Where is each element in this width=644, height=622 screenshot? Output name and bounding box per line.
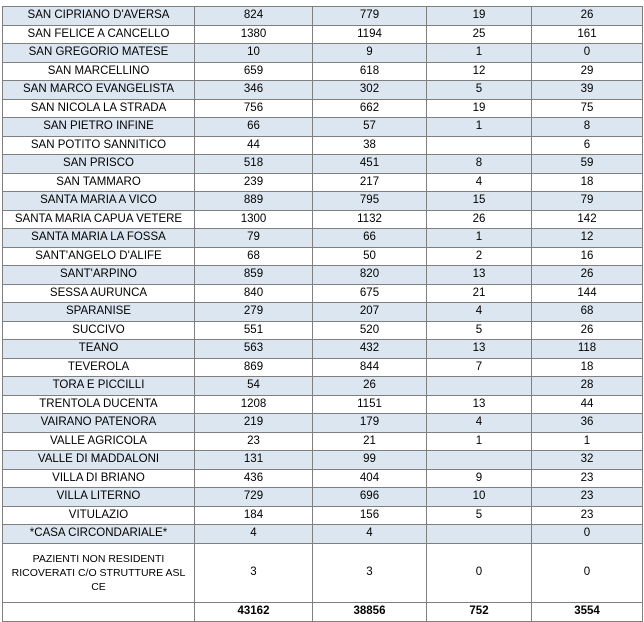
value-cell-1: 563 (195, 340, 313, 359)
value-cell-4: 26 (532, 321, 643, 340)
municipality-name-cell: TRENTOLA DUCENTA (3, 395, 195, 414)
value-cell-4: 28 (532, 377, 643, 396)
value-cell-2: 66 (313, 229, 427, 248)
value-cell-2: 38 (313, 136, 427, 155)
municipality-name-cell: SUCCIVO (3, 321, 195, 340)
table-row (3, 377, 643, 396)
value-cell-4: 0 (532, 543, 643, 602)
value-cell-3: 12 (427, 62, 532, 81)
value-cell-4: 59 (532, 155, 643, 174)
table-row (3, 118, 643, 137)
value-cell-4: 3554 (532, 602, 643, 621)
value-cell-2: 404 (313, 469, 427, 488)
municipality-name-cell: SAN MARCO EVANGELISTA (3, 81, 195, 100)
value-cell-4: 44 (532, 395, 643, 414)
value-cell-4: 18 (532, 358, 643, 377)
table-row (3, 25, 643, 44)
value-cell-4: 29 (532, 62, 643, 81)
value-cell-1: 729 (195, 488, 313, 507)
value-cell-1: 68 (195, 247, 313, 266)
value-cell-4: 23 (532, 469, 643, 488)
table-row (3, 81, 643, 100)
municipality-name-cell: TEANO (3, 340, 195, 359)
value-cell-3 (427, 525, 532, 544)
value-cell-2: 50 (313, 247, 427, 266)
value-cell-4: 1 (532, 432, 643, 451)
table-row (3, 488, 643, 507)
table-row (3, 136, 643, 155)
municipality-name-cell: SAN PRISCO (3, 155, 195, 174)
value-cell-1: 840 (195, 284, 313, 303)
municipality-name-cell: SAN TAMMARO (3, 173, 195, 192)
value-cell-2: 1132 (313, 210, 427, 229)
value-cell-4: 23 (532, 506, 643, 525)
value-cell-2: 844 (313, 358, 427, 377)
value-cell-2: 207 (313, 303, 427, 322)
value-cell-1: 131 (195, 451, 313, 470)
value-cell-1: 10 (195, 44, 313, 63)
table-row (3, 44, 643, 63)
value-cell-1: 184 (195, 506, 313, 525)
municipality-name-cell: SAN PIETRO INFINE (3, 118, 195, 137)
value-cell-1: 66 (195, 118, 313, 137)
value-cell-1: 43162 (195, 602, 313, 621)
value-cell-4: 26 (532, 266, 643, 285)
value-cell-3: 1 (427, 432, 532, 451)
value-cell-3: 10 (427, 488, 532, 507)
municipality-name-cell: SANTA MARIA A VICO (3, 192, 195, 211)
value-cell-4: 16 (532, 247, 643, 266)
table-row (3, 340, 643, 359)
value-cell-1: 518 (195, 155, 313, 174)
value-cell-3: 1 (427, 44, 532, 63)
value-cell-3: 5 (427, 81, 532, 100)
value-cell-1: 859 (195, 266, 313, 285)
table-row (3, 469, 643, 488)
table-body (3, 7, 643, 622)
value-cell-1: 1380 (195, 25, 313, 44)
value-cell-4: 79 (532, 192, 643, 211)
municipality-name-cell (3, 602, 195, 621)
value-cell-4: 36 (532, 414, 643, 433)
municipality-name-cell: VILLA DI BRIANO (3, 469, 195, 488)
table-row (3, 321, 643, 340)
value-cell-3: 752 (427, 602, 532, 621)
table-row (3, 7, 643, 26)
table-row (3, 358, 643, 377)
table-row (3, 506, 643, 525)
table-row (3, 451, 643, 470)
value-cell-1: 824 (195, 7, 313, 26)
value-cell-3: 13 (427, 395, 532, 414)
table-row (3, 99, 643, 118)
municipality-name-cell: SAN POTITO SANNITICO (3, 136, 195, 155)
value-cell-1: 3 (195, 543, 313, 602)
value-cell-4: 6 (532, 136, 643, 155)
value-cell-4: 118 (532, 340, 643, 359)
value-cell-2: 618 (313, 62, 427, 81)
value-cell-2: 696 (313, 488, 427, 507)
value-cell-3: 4 (427, 414, 532, 433)
value-cell-1: 659 (195, 62, 313, 81)
table-row (3, 192, 643, 211)
table-row (3, 266, 643, 285)
value-cell-1: 44 (195, 136, 313, 155)
value-cell-2: 156 (313, 506, 427, 525)
value-cell-3: 19 (427, 7, 532, 26)
value-cell-2: 21 (313, 432, 427, 451)
value-cell-2: 26 (313, 377, 427, 396)
value-cell-4: 12 (532, 229, 643, 248)
value-cell-1: 869 (195, 358, 313, 377)
value-cell-2: 820 (313, 266, 427, 285)
municipality-name-cell: SAN GREGORIO MATESE (3, 44, 195, 63)
value-cell-1: 1208 (195, 395, 313, 414)
value-cell-3: 5 (427, 321, 532, 340)
value-cell-3: 13 (427, 266, 532, 285)
municipality-name-cell: SPARANISE (3, 303, 195, 322)
value-cell-1: 279 (195, 303, 313, 322)
table-row (3, 173, 643, 192)
value-cell-2: 1151 (313, 395, 427, 414)
value-cell-3: 26 (427, 210, 532, 229)
value-cell-4: 39 (532, 81, 643, 100)
municipality-name-cell: SANT'ANGELO D'ALIFE (3, 247, 195, 266)
value-cell-2: 520 (313, 321, 427, 340)
municipality-name-cell: VILLA LITERNO (3, 488, 195, 507)
municipality-name-cell: SESSA AURUNCA (3, 284, 195, 303)
value-cell-2: 217 (313, 173, 427, 192)
value-cell-3: 8 (427, 155, 532, 174)
value-cell-3 (427, 377, 532, 396)
municipality-name-cell: PAZIENTI NON RESIDENTI RICOVERATI C/O STRUTTURE ASL CE (3, 543, 195, 602)
municipality-name-cell: SAN MARCELLINO (3, 62, 195, 81)
municipality-name-cell: SAN FELICE A CANCELLO (3, 25, 195, 44)
value-cell-1: 756 (195, 99, 313, 118)
municipality-name-cell: VAIRANO PATENORA (3, 414, 195, 433)
municipality-name-cell: TORA E PICCILLI (3, 377, 195, 396)
value-cell-2: 302 (313, 81, 427, 100)
table-row (3, 62, 643, 81)
value-cell-3: 4 (427, 173, 532, 192)
value-cell-1: 551 (195, 321, 313, 340)
value-cell-4: 8 (532, 118, 643, 137)
value-cell-2: 4 (313, 525, 427, 544)
value-cell-1: 889 (195, 192, 313, 211)
value-cell-3: 15 (427, 192, 532, 211)
value-cell-4: 68 (532, 303, 643, 322)
value-cell-2: 662 (313, 99, 427, 118)
value-cell-2: 179 (313, 414, 427, 433)
value-cell-2: 9 (313, 44, 427, 63)
municipality-data-table (2, 6, 643, 622)
value-cell-1: 239 (195, 173, 313, 192)
value-cell-4: 0 (532, 44, 643, 63)
value-cell-3: 2 (427, 247, 532, 266)
municipality-name-cell: SAN CIPRIANO D'AVERSA (3, 7, 195, 26)
value-cell-1: 23 (195, 432, 313, 451)
table-row (3, 303, 643, 322)
value-cell-1: 79 (195, 229, 313, 248)
value-cell-3: 0 (427, 543, 532, 602)
value-cell-4: 75 (532, 99, 643, 118)
value-cell-4: 142 (532, 210, 643, 229)
value-cell-3: 25 (427, 25, 532, 44)
value-cell-3: 9 (427, 469, 532, 488)
nonresident-patients-row (3, 543, 643, 602)
value-cell-4: 26 (532, 7, 643, 26)
value-cell-3: 1 (427, 229, 532, 248)
table-row (3, 247, 643, 266)
value-cell-3 (427, 136, 532, 155)
value-cell-2: 795 (313, 192, 427, 211)
value-cell-4: 32 (532, 451, 643, 470)
value-cell-1: 219 (195, 414, 313, 433)
table-row (3, 414, 643, 433)
value-cell-2: 1194 (313, 25, 427, 44)
value-cell-3: 5 (427, 506, 532, 525)
municipality-name-cell: SANTA MARIA CAPUA VETERE (3, 210, 195, 229)
value-cell-2: 451 (313, 155, 427, 174)
municipality-name-cell: VALLE DI MADDALONI (3, 451, 195, 470)
value-cell-2: 57 (313, 118, 427, 137)
value-cell-4: 144 (532, 284, 643, 303)
municipality-name-cell: SAN NICOLA LA STRADA (3, 99, 195, 118)
value-cell-3: 21 (427, 284, 532, 303)
value-cell-3: 13 (427, 340, 532, 359)
table-row (3, 155, 643, 174)
value-cell-2: 3 (313, 543, 427, 602)
municipality-name-cell: TEVEROLA (3, 358, 195, 377)
table-row (3, 284, 643, 303)
table-row (3, 395, 643, 414)
value-cell-1: 4 (195, 525, 313, 544)
value-cell-3 (427, 451, 532, 470)
municipality-name-cell: SANT'ARPINO (3, 266, 195, 285)
municipality-name-cell: SANTA MARIA LA FOSSA (3, 229, 195, 248)
value-cell-3: 7 (427, 358, 532, 377)
value-cell-1: 54 (195, 377, 313, 396)
value-cell-1: 1300 (195, 210, 313, 229)
value-cell-2: 675 (313, 284, 427, 303)
value-cell-2: 432 (313, 340, 427, 359)
value-cell-2: 38856 (313, 602, 427, 621)
value-cell-4: 18 (532, 173, 643, 192)
value-cell-4: 0 (532, 525, 643, 544)
value-cell-3: 4 (427, 303, 532, 322)
table-row (3, 229, 643, 248)
table-row (3, 210, 643, 229)
value-cell-4: 23 (532, 488, 643, 507)
totals-row (3, 602, 643, 621)
value-cell-3: 19 (427, 99, 532, 118)
value-cell-1: 346 (195, 81, 313, 100)
table-row (3, 525, 643, 544)
value-cell-1: 436 (195, 469, 313, 488)
municipality-name-cell: *CASA CIRCONDARIALE* (3, 525, 195, 544)
table-row (3, 432, 643, 451)
value-cell-2: 779 (313, 7, 427, 26)
value-cell-2: 99 (313, 451, 427, 470)
value-cell-3: 1 (427, 118, 532, 137)
value-cell-4: 161 (532, 25, 643, 44)
municipality-name-cell: VITULAZIO (3, 506, 195, 525)
municipality-name-cell: VALLE AGRICOLA (3, 432, 195, 451)
